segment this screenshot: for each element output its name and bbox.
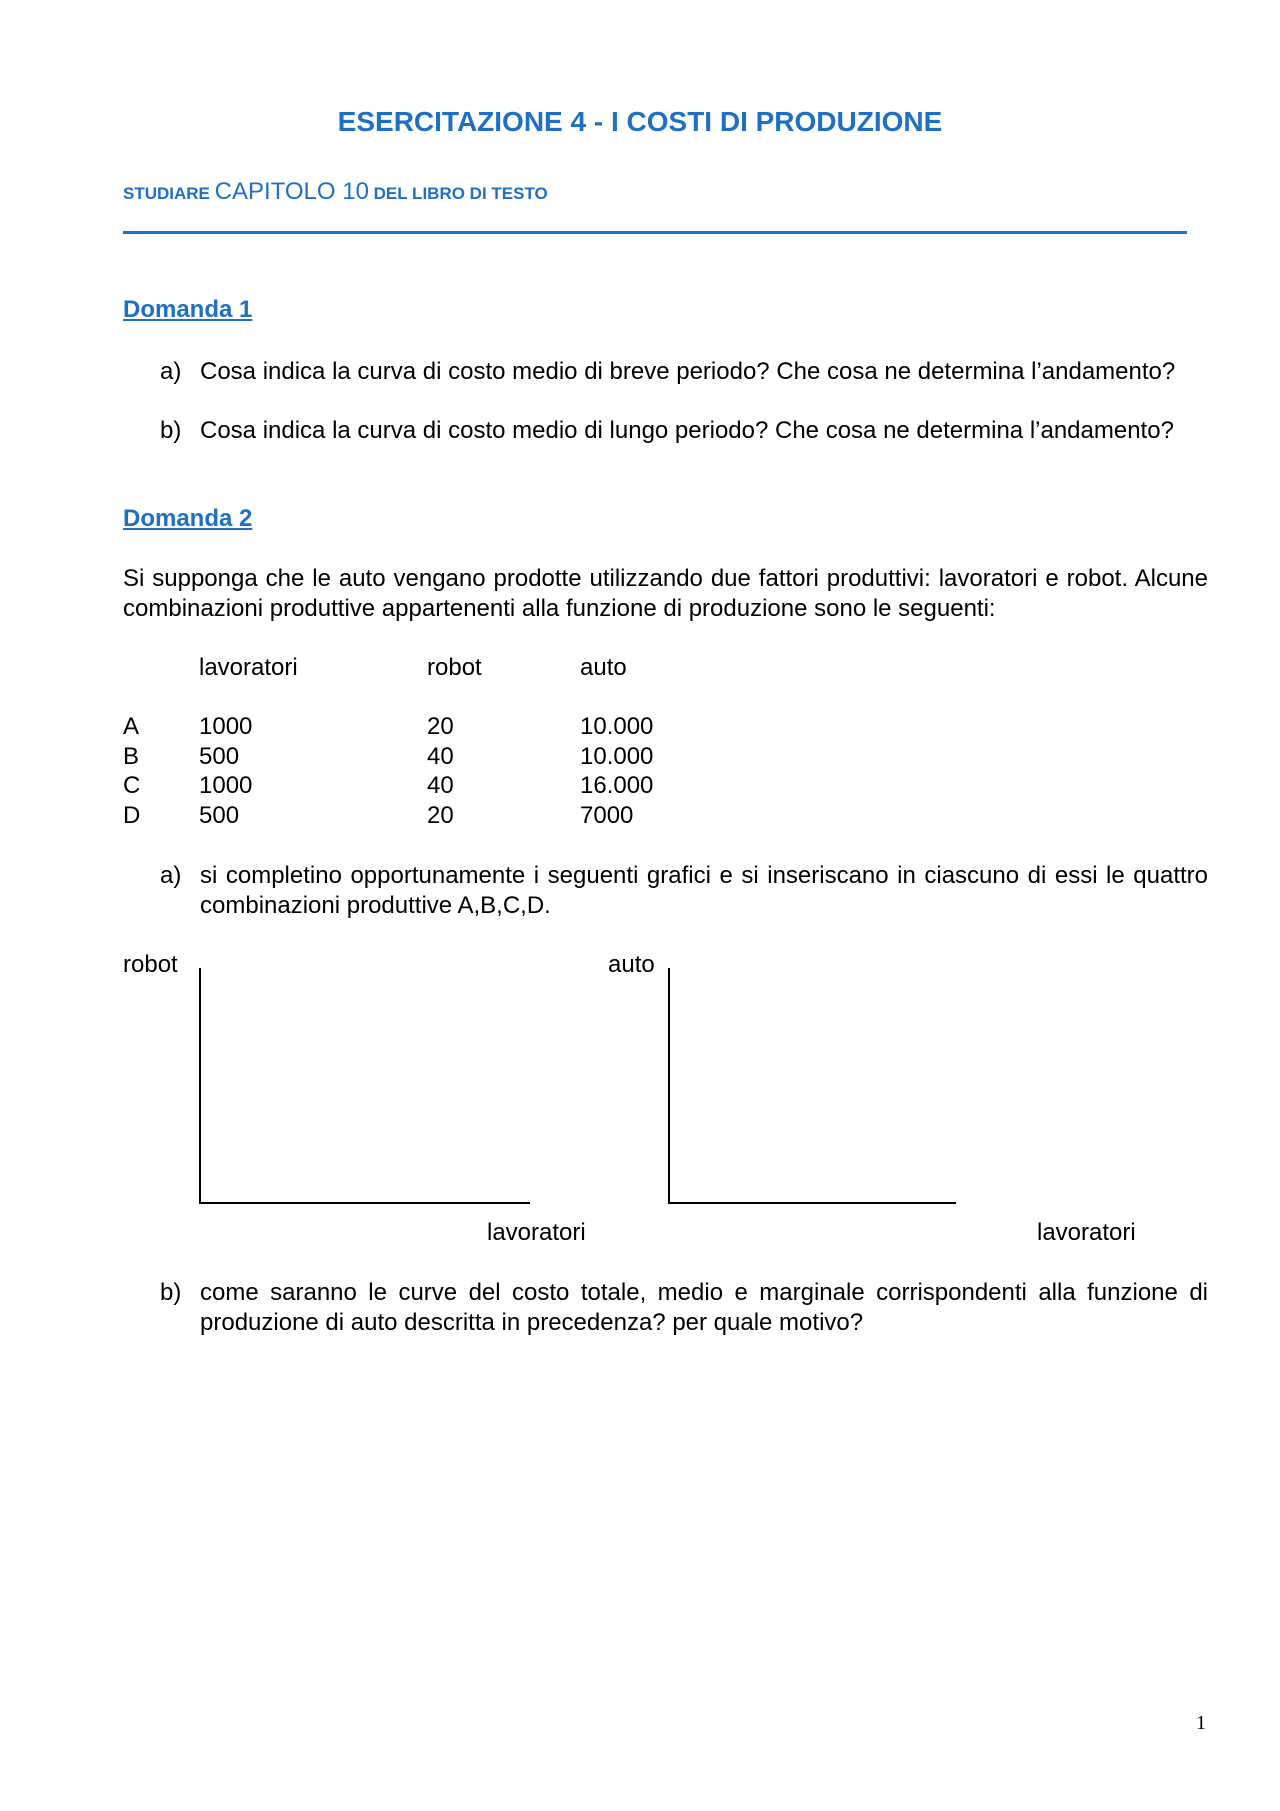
graph-2-x-axis [668,1202,956,1204]
item-text: Cosa indica la curva di costo medio di breve periodo? Che cosa ne determina l’andamento? [200,358,1176,385]
subtitle-prefix: STUDIARE [123,184,215,203]
question-1-item-a [160,357,1208,387]
table-header-auto: auto [580,654,627,681]
table-row-label: B [123,743,140,770]
table-header-robot: robot [427,654,482,681]
table-row-label: D [123,802,141,829]
item-text: come saranno le curve del costo totale, medio e marginale corrispondenti alla funzione di produzione di auto descritta in precedenza? per quale motivo? [200,1279,1208,1336]
table-cell: 500 [199,743,240,770]
table-cell: 10.000 [580,743,654,770]
graph-1-y-axis [199,968,201,1204]
item-marker: b) [160,1279,182,1306]
table-cell: 20 [427,713,454,740]
question-2-intro: Si supponga che le auto vengano prodotte utilizzando due fattori produttivi: lavoratori e robot. Alcune combinazioni produttive appartenenti alla funzione di produzione sono le seguenti: [123,565,1208,622]
table-cell: 1000 [199,713,253,740]
subtitle-chapter: CAPITOLO 10 [214,178,369,205]
item-text: Cosa indica la curva di costo medio di lungo periodo? Che cosa ne determina l’andamento? [200,417,1174,444]
question-1-item-b [160,416,1208,446]
graph-2-x-label: lavoratori [1037,1219,1136,1246]
table-row-label: C [123,772,141,799]
item-marker: a) [160,358,182,385]
subtitle-suffix: DEL LIBRO DI TESTO [368,184,548,203]
graph-1-x-label: lavoratori [487,1219,586,1246]
table-cell: 1000 [199,772,253,799]
header-divider [123,231,1187,234]
graph-2-y-label: auto [608,951,655,978]
question-2-heading: Domanda 2 [123,505,253,532]
table-row-label: A [123,713,140,740]
graph-1-x-axis [199,1202,530,1204]
item-marker: a) [160,862,182,889]
table-cell: 7000 [580,802,634,829]
graph-1-y-label: robot [123,951,178,978]
study-instruction [123,178,548,206]
question-1-heading: Domanda 1 [123,296,253,323]
table-cell: 20 [427,802,454,829]
graph-2-y-axis [668,968,670,1204]
table-cell: 10.000 [580,713,654,740]
table-header-lavoratori: lavoratori [199,654,298,681]
page-title: ESERCITAZIONE 4 - I COSTI DI PRODUZIONE [337,106,943,137]
table-cell: 40 [427,772,454,799]
page-number: 1 [1196,1712,1206,1734]
table-cell: 40 [427,743,454,770]
item-text: si completino opportunamente i seguenti grafici e si inseriscano in ciascuno di essi le quattro combinazioni produttive A,B,C,D. [200,862,1208,919]
table-cell: 16.000 [580,772,654,799]
item-marker: b) [160,417,182,444]
table-cell: 500 [199,802,240,829]
question-2-item-a [160,861,1208,921]
question-2-item-b [160,1278,1208,1338]
